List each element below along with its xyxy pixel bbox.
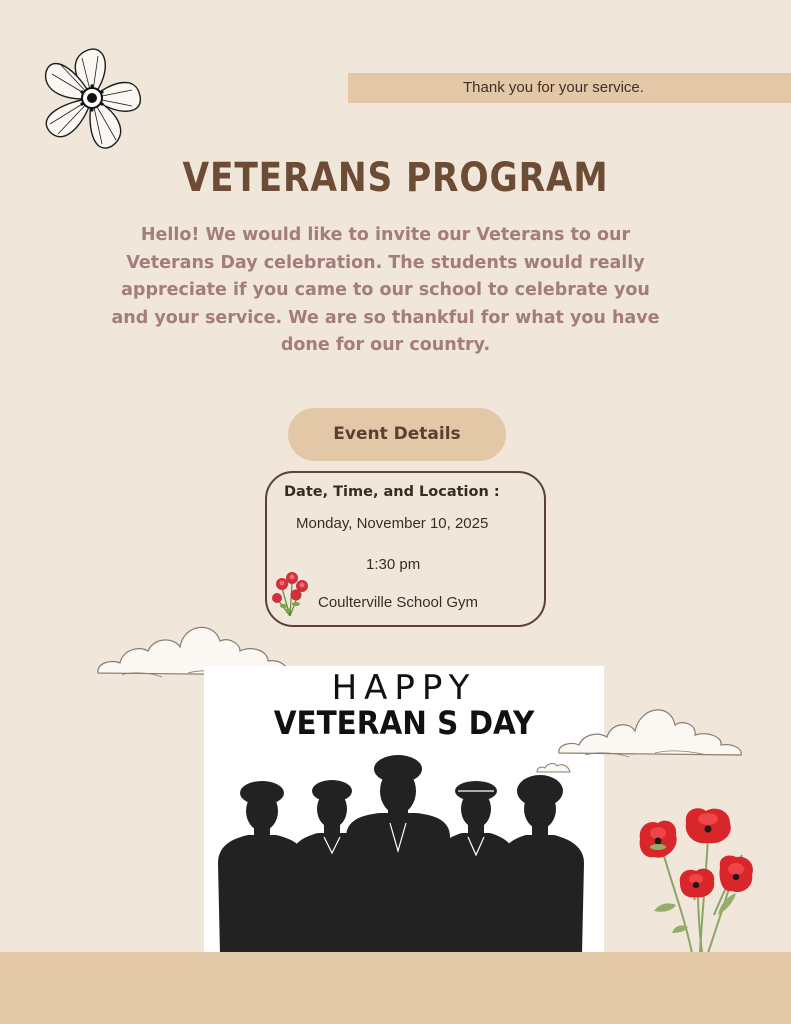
service-banner (348, 73, 791, 103)
poppy-flowers-icon (636, 805, 760, 955)
event-date: Monday, November 10, 2025 (296, 515, 489, 532)
page-title: VETERANS PROGRAM (182, 155, 609, 201)
cloud-small-right (535, 760, 573, 774)
veterans-day-poster (204, 666, 604, 954)
cloud-illustration-right (555, 697, 745, 767)
intro-paragraph: Hello! We would like to invite our Veterans to our Veterans Day celebration. The students would really appreciate if you came to our school to celebrate you and your service. We are so thankful for what you have done for our country. (111, 225, 660, 355)
details-heading: Date, Time, and Location : (284, 484, 500, 500)
flower-outline-icon (36, 44, 148, 156)
event-details-button[interactable]: Event Details (288, 408, 506, 461)
poster-happy-text: HAPPY (331, 668, 477, 708)
poster-veterans-day-text: VETERAN S DAY (273, 704, 535, 742)
event-location: Coulterville School Gym (318, 594, 479, 611)
ground-strip (0, 952, 791, 1024)
soldier-silhouettes (204, 751, 604, 954)
rose-bouquet-icon (268, 568, 314, 618)
event-time: 1:30 pm (366, 556, 421, 573)
service-text: Thank you for your service. (463, 79, 644, 96)
